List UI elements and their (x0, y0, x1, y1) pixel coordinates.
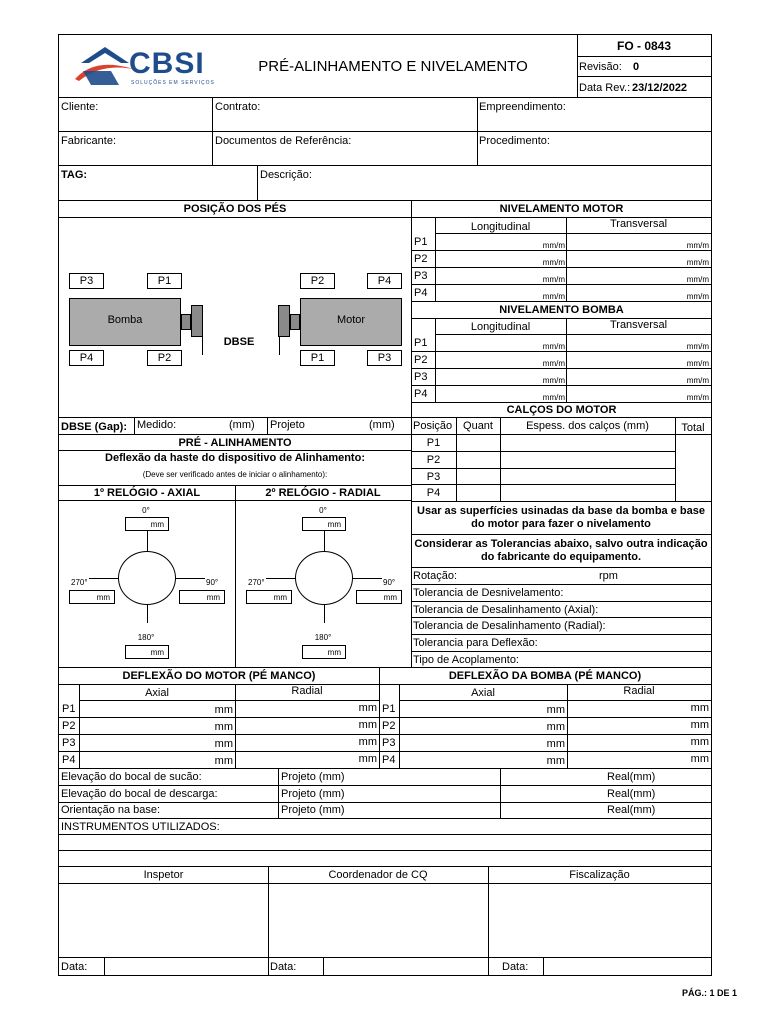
dial2-90-label: 90° (383, 578, 396, 587)
foot-p2-bomba: P2 (147, 350, 182, 366)
deflexao-motor-title: DEFLEXÃO DO MOTOR (PÉ MANCO) (122, 670, 316, 682)
dial1-circle (118, 551, 176, 605)
form-page (58, 34, 712, 976)
rotacao-label[interactable]: Rotação: (413, 570, 458, 582)
nivel-motor-transversal: Transversal (609, 218, 668, 230)
nivel-bomba-transversal: Transversal (609, 319, 668, 331)
contrato-label[interactable]: Contrato: (215, 101, 261, 113)
revision-value: 0 (633, 61, 640, 73)
nm-p3: P3 (414, 270, 428, 282)
dm-p2-axial[interactable]: mm (214, 721, 233, 733)
nb-p3-trans[interactable]: mm/m (686, 376, 709, 385)
dial1-180-label: 180° (137, 633, 155, 642)
relogio-radial-title: 2º RELÓGIO - RADIAL (265, 487, 381, 499)
dm-p1-radial[interactable]: mm (358, 702, 377, 714)
dial2-180-label: 180° (314, 633, 332, 642)
orientacao-base-real[interactable]: Real(mm) (607, 804, 656, 816)
bocal-descarga-label: Elevação do bocal de descarga: (61, 788, 218, 800)
dm-p1: P1 (62, 703, 76, 715)
db-p3-axial[interactable]: mm (546, 738, 565, 750)
fiscalizacao-data[interactable]: Data: (502, 961, 529, 973)
foot-p3-motor: P3 (367, 350, 402, 366)
dm-p2: P2 (62, 720, 76, 732)
tag-label[interactable]: TAG: (61, 169, 88, 181)
db-p2: P2 (382, 720, 396, 732)
calcos-total: Total (681, 422, 705, 434)
descricao-label[interactable]: Descrição: (260, 169, 312, 181)
dm-p4-radial[interactable]: mm (358, 753, 377, 765)
instrumentos-label[interactable]: INSTRUMENTOS UTILIZADOS: (61, 821, 220, 833)
procedimento-label[interactable]: Procedimento: (479, 135, 550, 147)
nb-p2-long[interactable]: mm/m (542, 359, 565, 368)
nm-p1-long[interactable]: mm/m (542, 241, 565, 250)
dm-p2-radial[interactable]: mm (358, 719, 377, 731)
dm-p3-radial[interactable]: mm (358, 736, 377, 748)
nb-p4: P4 (414, 388, 428, 400)
calcos-p1: P1 (426, 437, 441, 449)
cliente-label[interactable]: Cliente: (61, 101, 99, 113)
dial1-90-label: 90° (206, 578, 219, 587)
tol-axial[interactable]: Tolerancia de Desalinhamento (Axial): (413, 604, 599, 616)
gap-projeto[interactable]: Projeto (270, 419, 305, 431)
dial2-circle (295, 551, 353, 605)
foot-p1-motor: P1 (300, 350, 335, 366)
nivel-bomba-title: NIVELAMENTO BOMBA (499, 304, 624, 316)
form-code: FO - 0843 (616, 39, 672, 53)
db-p3: P3 (382, 737, 396, 749)
foot-p4-bomba: P4 (69, 350, 104, 366)
db-p1-axial[interactable]: mm (546, 704, 565, 716)
gap-mm1: (mm) (229, 419, 255, 431)
date-label: Data Rev.: (579, 82, 631, 94)
inspetor-data[interactable]: Data: (61, 961, 88, 973)
documentos-label[interactable]: Documentos de Referência: (215, 135, 352, 147)
note-tolerancias: Considerar as Tolerancias abaixo, salvo outra indicação do fabricante do equipamento. (414, 538, 708, 563)
calcos-title: CALÇOS DO MOTOR (506, 404, 617, 416)
nb-p3-long[interactable]: mm/m (542, 376, 565, 385)
nm-p2-trans[interactable]: mm/m (686, 258, 709, 267)
nm-p1: P1 (414, 236, 428, 248)
nb-p1-long[interactable]: mm/m (542, 342, 565, 351)
bomba-coupling (191, 305, 203, 337)
page-number: PÁG.: 1 DE 1 (682, 988, 738, 998)
foot-p3-bomba: P3 (69, 273, 104, 289)
dial2-270-field[interactable]: mm (246, 590, 292, 604)
coordenador-label: Coordenador de CQ (328, 869, 428, 881)
db-p2-radial[interactable]: mm (690, 719, 709, 731)
dm-p4: P4 (62, 754, 76, 766)
db-p1: P1 (382, 703, 396, 715)
tol-deflexao[interactable]: Tolerancia para Deflexão: (413, 637, 538, 649)
motor-block: Motor (300, 298, 402, 346)
dial2-180-field[interactable]: mm (302, 645, 346, 659)
orientacao-base-label: Orientação na base: (61, 804, 161, 816)
empreendimento-label[interactable]: Empreendimento: (479, 101, 566, 113)
orientacao-base-projeto[interactable]: Projeto (mm) (281, 804, 345, 816)
inspetor-label: Inspetor (143, 869, 184, 881)
nivel-motor-longitudinal: Longitudinal (470, 221, 531, 233)
nm-p1-trans[interactable]: mm/m (686, 241, 709, 250)
note-superficies: Usar as superfícies usinadas da base da bomba e base do motor para fazer o nivelamento (417, 505, 705, 530)
dial1-0-field[interactable]: mm (125, 517, 169, 531)
dial1-90-field[interactable]: mm (179, 590, 225, 604)
nb-p4-trans[interactable]: mm/m (686, 393, 709, 402)
nb-p4-long[interactable]: mm/m (542, 393, 565, 402)
dial1-180-field[interactable]: mm (125, 645, 169, 659)
calcos-p3: P3 (426, 471, 441, 483)
nb-p1-trans[interactable]: mm/m (686, 342, 709, 351)
bomba-block: Bomba (69, 298, 181, 346)
tol-desnivelamento[interactable]: Tolerancia de Desnivelamento: (413, 587, 564, 599)
pre-note: (Deve ser verificado antes de iniciar o alinhamento): (142, 470, 328, 479)
calcos-p2: P2 (426, 454, 441, 466)
relogio-axial-title: 1º RELÓGIO - AXIAL (93, 487, 201, 499)
deflexao-bomba-title: DEFLEXÃO DA BOMBA (PÉ MANCO) (448, 670, 642, 682)
posicao-title: POSIÇÃO DOS PÉS (183, 203, 287, 215)
pre-title: PRÉ - ALINHAMENTO (178, 437, 292, 449)
gap-medido[interactable]: Medido: (137, 419, 177, 431)
dm-p1-axial[interactable]: mm (214, 704, 233, 716)
bocal-sucao-projeto[interactable]: Projeto (mm) (281, 771, 345, 783)
dm-p3-axial[interactable]: mm (214, 738, 233, 750)
revision-label: Revisão: (579, 61, 622, 73)
brand-tagline: SOLUÇÕES EM SERVIÇOS (131, 80, 215, 86)
dial1-270-field[interactable]: mm (69, 590, 115, 604)
bocal-sucao-real[interactable]: Real(mm) (607, 771, 656, 783)
nm-p2: P2 (414, 253, 428, 265)
dial2-0-field[interactable]: mm (302, 517, 346, 531)
foot-p2-motor: P2 (300, 273, 335, 289)
db-p4-radial[interactable]: mm (690, 753, 709, 765)
bocal-sucao-label: Elevação do bocal de sucão: (61, 771, 202, 783)
db-p2-axial[interactable]: mm (546, 721, 565, 733)
calcos-espess: Espess. dos calços (mm) (526, 420, 649, 432)
foot-p4-motor: P4 (367, 273, 402, 289)
dial2-90-field[interactable]: mm (356, 590, 402, 604)
nm-p3-long[interactable]: mm/m (542, 275, 565, 284)
nm-p2-long[interactable]: mm/m (542, 258, 565, 267)
dm-radial-header: Radial (291, 685, 323, 697)
dm-p3: P3 (62, 737, 76, 749)
nivel-bomba-longitudinal: Longitudinal (470, 321, 531, 333)
db-p4: P4 (382, 754, 396, 766)
nm-p4-long[interactable]: mm/m (542, 292, 565, 301)
db-p3-radial[interactable]: mm (690, 736, 709, 748)
motor-shaft (290, 314, 300, 330)
db-p1-radial[interactable]: mm (690, 702, 709, 714)
pre-sub: Deflexão da haste do dispositivo de Alinhamento: (105, 452, 365, 464)
nb-p3: P3 (414, 371, 428, 383)
db-axial-header: Axial (471, 687, 495, 699)
calcos-p4: P4 (426, 487, 441, 499)
nm-p3-trans[interactable]: mm/m (686, 275, 709, 284)
calcos-quant: Quant (463, 420, 493, 432)
bocal-descarga-real[interactable]: Real(mm) (607, 788, 656, 800)
gap-label: DBSE (Gap): (61, 421, 127, 433)
fabricante-label[interactable]: Fabricante: (61, 135, 117, 147)
tipo-acoplamento[interactable]: Tipo de Acoplamento: (413, 654, 519, 666)
bomba-shaft (181, 314, 191, 330)
coordenador-data[interactable]: Data: (270, 961, 297, 973)
nm-p4-trans[interactable]: mm/m (686, 292, 709, 301)
nivel-motor-title: NIVELAMENTO MOTOR (499, 203, 624, 215)
dial2-0-label: 0° (319, 506, 327, 515)
dial2-270-label: 270° (248, 578, 265, 587)
motor-coupling (278, 305, 290, 337)
nb-p2: P2 (414, 354, 428, 366)
foot-p1-bomba: P1 (147, 273, 182, 289)
dial1-270-label: 270° (71, 578, 88, 587)
tol-radial[interactable]: Tolerancia de Desalinhamento (Radial): (413, 620, 606, 632)
bocal-descarga-projeto[interactable]: Projeto (mm) (281, 788, 345, 800)
nb-p1: P1 (414, 337, 428, 349)
db-radial-header: Radial (623, 685, 655, 697)
date-value: 23/12/2022 (632, 82, 688, 94)
dbse-label: DBSE (223, 336, 255, 348)
dial1-0-label: 0° (142, 506, 150, 515)
gap-mm2: (mm) (369, 419, 395, 431)
form-title: PRÉ-ALINHAMENTO E NIVELAMENTO (258, 58, 528, 75)
db-p4-axial[interactable]: mm (546, 755, 565, 767)
dm-axial-header: Axial (145, 687, 169, 699)
brand-name: CBSI (129, 47, 205, 80)
dm-p4-axial[interactable]: mm (214, 755, 233, 767)
calcos-posicao: Posição (413, 420, 453, 432)
fiscalizacao-label: Fiscalização (569, 869, 630, 881)
nm-p4: P4 (414, 287, 428, 299)
rotacao-unit: rpm (599, 570, 618, 582)
nb-p2-trans[interactable]: mm/m (686, 359, 709, 368)
